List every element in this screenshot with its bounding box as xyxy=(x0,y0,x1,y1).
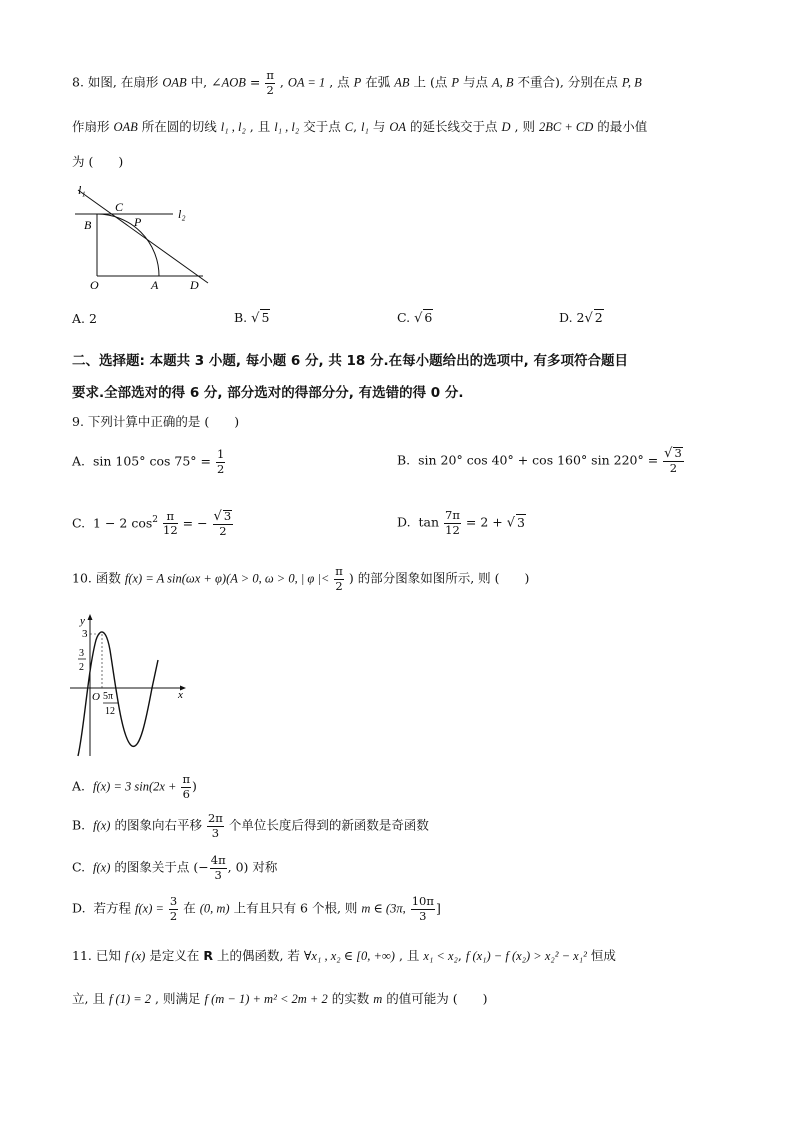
q8-option-d: D. 2√ 2 xyxy=(559,310,603,326)
fig-label-l1: l₁ xyxy=(78,183,86,197)
q8-c: C xyxy=(344,120,354,134)
q8-eq: = xyxy=(249,74,261,90)
q10-option-d: D. 若方程 f(x) = $\frac{3}{2}$ 在 (0, m) 上有且只有 6 个根, 则 m ∈ (3π, $\frac{10\pi}{3}$ ] xyxy=(72,894,441,923)
q11-line1: 11. 已知 f (x) 是定义在 R 上的偶函数, 若 ∀x₁ , x₂ ∈ [0, +∞) , 且 x₁ < x₂, f (x₁) − f (x₂) > x₂² − x₁² 恒成 xyxy=(72,948,616,963)
q8-option-c: C. √ 6 xyxy=(397,310,433,326)
q9-option-c: C. 1 − 2 $\cos^2$ $\frac{\pi}{12}$ = − $\frac{√ 3}{2}$ xyxy=(72,508,232,538)
q8-text: 在弧 xyxy=(365,74,391,90)
q10-tick-half-num: 3 xyxy=(79,648,84,659)
q8-text: , 且 xyxy=(249,119,271,134)
q10-tick-half-den: 2 xyxy=(79,662,84,673)
q8-option-a: A. 2 xyxy=(72,311,97,326)
q8-line3: 为 ( ) xyxy=(72,154,124,169)
q8-figure xyxy=(70,180,220,295)
q8-oab: OAB xyxy=(162,75,187,90)
q8-expr: 2BC + CD xyxy=(538,120,594,134)
q10-graph xyxy=(66,610,196,760)
q8-oa: OA xyxy=(389,120,407,134)
section2-line2: 要求.全部选对的得 6 分, 部分选对的得部分分, 有选错的得 0 分. xyxy=(72,385,464,401)
q8-text: , 则 xyxy=(514,119,535,134)
q10-tick-12: 12 xyxy=(105,706,115,717)
q8-oab2: OAB xyxy=(113,120,138,134)
fig-label-B: B xyxy=(84,218,92,232)
q9-option-a: A. sin 105° cos 75° = $\frac{1}{2}$ xyxy=(72,447,225,476)
q8-text: 与 xyxy=(372,119,386,134)
q8-text: 所在圆的切线 xyxy=(141,119,217,134)
q8-text: 与点 xyxy=(463,74,489,90)
q10-option-a: A. f(x) = 3 sin(2x + $\frac{\pi}{6}$ ) xyxy=(72,772,197,801)
q9-option-b: B. sin 20° cos 40° + cos 160° sin 220° = $\frac{√ 3}{2}$ xyxy=(397,446,682,475)
q8-ab: AB xyxy=(394,75,410,90)
q8-text: 的最小值 xyxy=(597,119,648,134)
q10-option-b: B. f(x) 的图象向右平移 $\frac{2\pi}{3}$ 个单位长度后得到的新函数是奇函数 xyxy=(72,811,429,840)
q8-text: 上 (点 xyxy=(413,74,448,90)
q10-origin: O xyxy=(92,691,100,703)
q9-option-d: D. tan $\frac{7\pi}{12}$ = 2 + √ 3 xyxy=(397,508,525,537)
q8-d: D xyxy=(501,120,511,134)
q8-text: 中, xyxy=(190,74,208,90)
fig-label-P: P xyxy=(134,215,142,229)
q8-text: 不重合), 分别在点 xyxy=(517,74,618,90)
q10-axis-x: x xyxy=(178,689,183,701)
q8-text: 8. 如图, 在扇形 xyxy=(72,74,159,90)
q8-l1: l₁ xyxy=(361,120,369,134)
q10-tick-5pi: 5π xyxy=(103,691,114,702)
q8-text: 交于点 xyxy=(303,119,341,134)
q9-stem: 9. 下列计算中正确的是 ( ) xyxy=(72,414,240,429)
fig-label-A: A xyxy=(151,278,159,292)
q10-option-c: C. f(x) 的图象关于点 (− $\frac{4\pi}{3}$ , 0) 对称 xyxy=(72,853,278,882)
q8-line2: 作扇形 OAB 所在圆的切线 l₁ , l₂ , 且 l₁ , l₂ 交于点 C, l₁ 与 OA 的延长线交于点 D , 则 2BC + CD 的最小值 xyxy=(72,119,648,134)
q8-text: , 点 xyxy=(329,74,350,90)
q8-pb: P, B xyxy=(621,75,642,90)
q8-oa-eq: OA = 1 xyxy=(287,75,326,90)
q8-p2: P xyxy=(451,75,460,90)
q8-text: 的延长线交于点 xyxy=(410,119,498,134)
q8-l1l2b: l₁ , l₂ xyxy=(274,120,300,134)
q8-ab2: A, B xyxy=(492,75,514,90)
fig-label-C: C xyxy=(115,200,124,214)
fig-label-O: O xyxy=(90,278,99,292)
q10-axis-y: y xyxy=(80,615,85,627)
q8-text: 作扇形 xyxy=(72,119,110,134)
q8-option-b: B. √ 5 xyxy=(234,310,270,326)
q8-angle: ∠AOB xyxy=(211,75,246,90)
q8-line1: 8. 如图, 在扇形 OAB 中, ∠AOB = $\frac{\pi}{2}$ , OA = 1 , 点 P 在弧 AB 上 (点 P 与点 A, B 不重合), 分别在点 P, B xyxy=(72,68,642,97)
fig-label-D: D xyxy=(190,278,199,292)
q8-p: P xyxy=(353,75,362,90)
q8-l1l2: l₁ , l₂ xyxy=(220,120,246,134)
fig-label-l2: l₂ xyxy=(178,207,186,221)
q11-line2: 立, 且 f (1) = 2 , 则满足 f (m − 1) + m² < 2m + 2 的实数 m 的值可能为 ( ) xyxy=(72,991,488,1006)
q10-stem: 10. 函数 f(x) = A sin(ωx + φ)(A > 0, ω > 0, | φ |< $\frac{\pi}{2}$ ) 的部分图象如图所示, 则 ( ) xyxy=(72,564,530,593)
section2-line1: 二、选择题: 本题共 3 小题, 每小题 6 分, 共 18 分.在每小题给出的选项中, 有多项符合题目 xyxy=(72,353,628,369)
q10-tick-3: 3 xyxy=(82,628,88,640)
q8-pi-over-2: $\frac{\pi}{2}$ xyxy=(266,68,274,97)
